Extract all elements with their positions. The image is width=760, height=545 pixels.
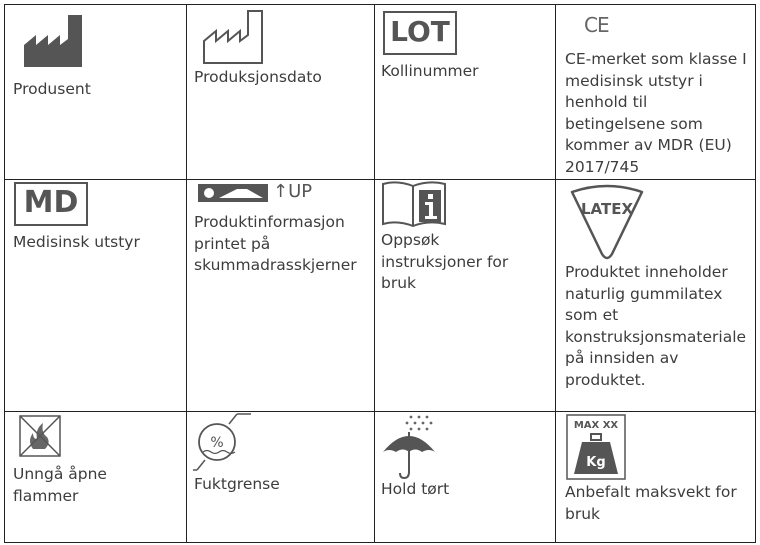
latex-icon [566,184,648,260]
cell-up [187,180,375,412]
humidity-limit-icon [193,412,255,474]
kg-text: Kg [586,455,606,470]
factory-outline-icon [202,9,264,65]
umbrella-rain-icon [381,414,437,480]
cell-latex [556,180,756,412]
label-flame: Unngå åpne flammer [13,465,107,505]
ce-mark-text: CE [584,13,609,37]
mattress-up-icon [197,182,269,204]
latex-icon-text: LATEX [580,200,634,218]
cell-md [5,180,187,412]
cell-ifu [375,180,556,412]
label-kollinummer: Kollinummer [381,62,479,80]
no-open-flame-icon [19,415,61,457]
cell-humidity [187,412,375,543]
label-humidity: Fuktgrense [194,475,280,493]
cell-dry [375,412,556,543]
md-icon-text: MD [23,185,79,220]
factory-filled-icon [22,13,84,69]
label-ifu: Oppsøk instruksjoner for bruk [381,231,509,292]
label-md: Medisinsk utstyr [13,233,140,251]
label-produsent: Produsent [13,80,91,98]
cell-produksjonsdato [187,5,375,180]
up-text: ↑UP [273,181,313,202]
label-produksjonsdato: Produksjonsdato [194,68,322,86]
max-weight-text: MAX XX [573,420,619,431]
ce-mark-icon [584,13,609,37]
cell-ce [556,5,756,180]
humidity-icon-text: % [210,435,224,451]
lot-icon [383,11,457,55]
max-weight-icon [566,414,626,480]
label-up: Produktinformasjon printet på skummadrasskjerner [194,213,357,274]
cell-kollinummer [375,5,556,180]
label-dry: Hold tørt [381,480,450,498]
lot-icon-text: LOT [390,15,450,48]
cell-flame [5,412,187,543]
symbol-table [4,4,756,543]
instructions-book-icon [381,180,447,228]
label-ce: CE-merket som klasse I medisinsk utstyr i henhold til betingelsene som kommer av MDR (EU) 2017/745 [565,50,747,176]
label-maxweight: Anbefalt maksvekt for bruk [565,483,737,523]
label-latex: Produktet inneholder naturlig gummilatex som et konstruksjonsmateriale på innsiden av produktet. [565,263,747,389]
cell-maxweight [556,412,756,543]
md-icon [14,182,88,226]
cell-produsent [5,5,187,180]
